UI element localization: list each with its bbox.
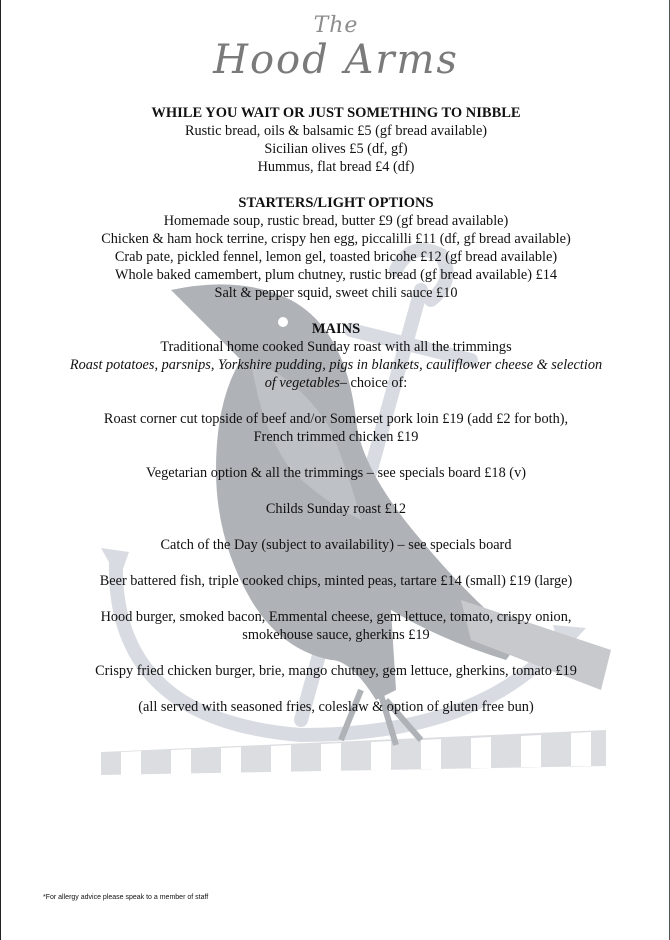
section-title-mains: MAINS bbox=[311, 321, 361, 337]
menu-served-with: (all served with seasoned fries, coleslaw & option of gluten free bun) bbox=[138, 699, 534, 715]
menu-item-catch: Catch of the Day (subject to availability) – see specials board bbox=[160, 537, 512, 553]
pub-logo bbox=[1, 14, 670, 82]
menu-item-roast: Roast corner cut topside of beef and/or Somerset pork loin £19 (add £2 for both), bbox=[103, 411, 569, 427]
section-title-starters: STARTERS/LIGHT OPTIONS bbox=[238, 195, 434, 211]
menu-item-roast-2: French trimmed chicken £19 bbox=[253, 429, 419, 445]
mains-intro-trimmings: Roast potatoes, parsnips, Yorkshire pudding, pigs in blankets, cauliflower cheese & selection bbox=[69, 357, 603, 373]
menu-item: Whole baked camembert, plum chutney, rustic bread (gf bread available) £14 bbox=[114, 267, 558, 283]
menu-item-fish: Beer battered fish, triple cooked chips, minted peas, tartare £14 (small) £19 (large) bbox=[99, 573, 573, 589]
logo-name: Hood Arms bbox=[213, 37, 459, 83]
menu-item-burger-2: smokehouse sauce, gherkins £19 bbox=[242, 627, 430, 643]
menu-item: Crab pate, pickled fennel, lemon gel, toasted bricohe £12 (gf bread available) bbox=[114, 249, 558, 265]
menu-item: Salt & pepper squid, sweet chili sauce £10 bbox=[214, 285, 458, 301]
menu-content bbox=[21, 104, 651, 716]
menu-item: Rustic bread, oils & balsamic £5 (gf bread available) bbox=[184, 123, 488, 139]
mains-intro-choice bbox=[21, 374, 651, 392]
menu-item-chicken-burger: Crispy fried chicken burger, brie, mango chutney, gem lettuce, gherkins, tomato £19 bbox=[95, 663, 577, 679]
menu-item: Chicken & ham hock terrine, crispy hen egg, piccalilli £11 (df, gf bread available) bbox=[101, 231, 571, 247]
mains-intro-vegetables: of vegetables bbox=[264, 375, 340, 391]
menu-item-vegetarian: Vegetarian option & all the trimmings – see specials board £18 (v) bbox=[146, 465, 526, 481]
menu-item-childs: Childs Sunday roast £12 bbox=[265, 501, 407, 517]
section-title-nibbles: WHILE YOU WAIT OR JUST SOMETHING TO NIBBLE bbox=[151, 105, 521, 121]
mains-intro-tail: – choice of: bbox=[339, 375, 408, 391]
logo-the: The bbox=[313, 13, 359, 38]
allergy-footnote: *For allergy advice please speak to a member of staff bbox=[43, 894, 209, 901]
mains-intro: Traditional home cooked Sunday roast with all the trimmings bbox=[160, 339, 512, 355]
menu-item-burger: Hood burger, smoked bacon, Emmental cheese, gem lettuce, tomato, crispy onion, bbox=[100, 609, 572, 625]
menu-item: Hummus, flat bread £4 (df) bbox=[257, 159, 415, 175]
menu-item: Homemade soup, rustic bread, butter £9 (gf bread available) bbox=[163, 213, 509, 229]
menu-item: Sicilian olives £5 (df, gf) bbox=[264, 141, 408, 157]
